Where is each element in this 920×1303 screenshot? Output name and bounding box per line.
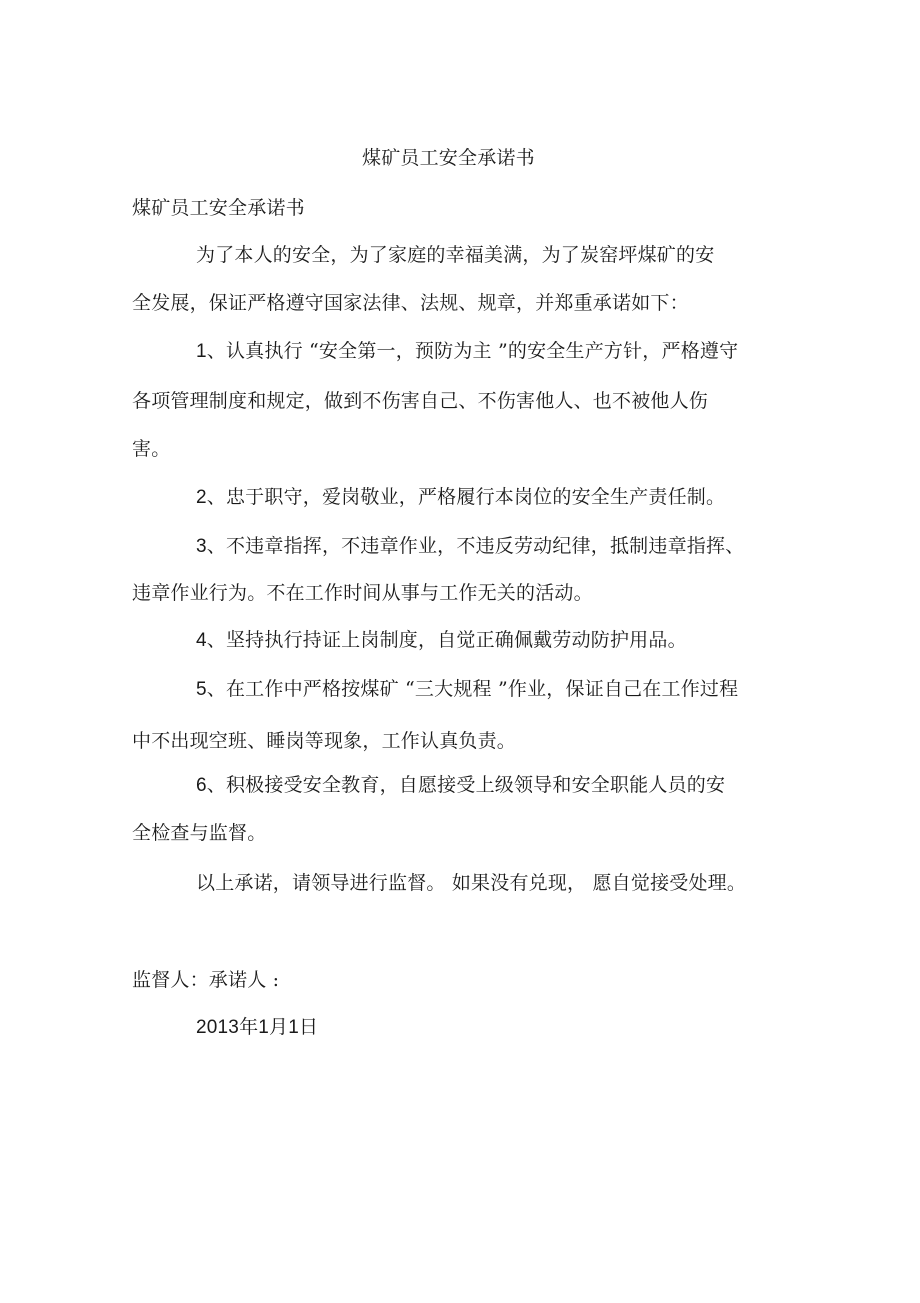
- commitment-item-1-line-2: 各项管理制度和规定，做到不伤害自己、不伤害他人、也不被他人伤: [132, 390, 709, 412]
- intro-line-1: 为了本人的安全，为了家庭的幸福美满，为了炭窑坪煤矿的安: [196, 244, 715, 266]
- document-subtitle: 煤矿员工安全承诺书: [132, 197, 305, 219]
- intro-line-2: 全发展，保证严格遵守国家法律、法规、规章，并郑重承诺如下：: [132, 292, 689, 314]
- item-text: 、认真执行 “安全第一，预防为主 ”的安全生产方针，严格遵守: [206, 340, 739, 362]
- item-text: 、坚持执行持证上岗制度，自觉正确佩戴劳动防护用品。: [206, 629, 687, 651]
- commitment-item-1-line-3: 害。: [132, 438, 171, 460]
- item-number: 5: [196, 679, 207, 700]
- commitment-item-6-line-2: 全检查与监督。: [132, 822, 267, 844]
- commitment-item-2: [196, 485, 725, 510]
- commitment-item-1: [196, 339, 738, 364]
- commitment-item-5: [196, 677, 738, 702]
- commitment-item-5-line-2: 中不出现空班、睡岗等现象，工作认真负责。: [132, 730, 517, 752]
- item-number: 1: [196, 341, 207, 362]
- item-text: 、积极接受安全教育，自愿接受上级领导和安全职能人员的安: [206, 774, 726, 796]
- commitment-item-4: [196, 628, 687, 653]
- item-number: 3: [196, 536, 207, 557]
- closing-statement: 以上承诺，请领导进行监督。 如果没有兑现， 愿自觉接受处理。: [196, 872, 747, 894]
- commitment-item-3-line-2: 违章作业行为。不在工作时间从事与工作无关的活动。: [132, 582, 593, 604]
- signature-line: 监督人：承诺人 :: [132, 969, 280, 991]
- document-title: 煤矿员工安全承诺书: [362, 147, 535, 169]
- item-text: 、在工作中严格按煤矿 “三大规程 ”作业，保证自己在工作过程: [206, 678, 739, 700]
- commitment-item-6: [196, 773, 725, 798]
- item-text: 、忠于职守，爱岗敬业，严格履行本岗位的安全生产责任制。: [206, 486, 726, 508]
- item-number: 2: [196, 487, 207, 508]
- item-text: 、不违章指挥，不违章作业，不违反劳动纪律，抵制违章指挥、: [206, 535, 745, 557]
- item-number: 6: [196, 775, 207, 796]
- item-number: 4: [196, 630, 207, 651]
- commitment-item-3: [196, 534, 744, 559]
- document-date: 2013年1月1日: [196, 1017, 319, 1038]
